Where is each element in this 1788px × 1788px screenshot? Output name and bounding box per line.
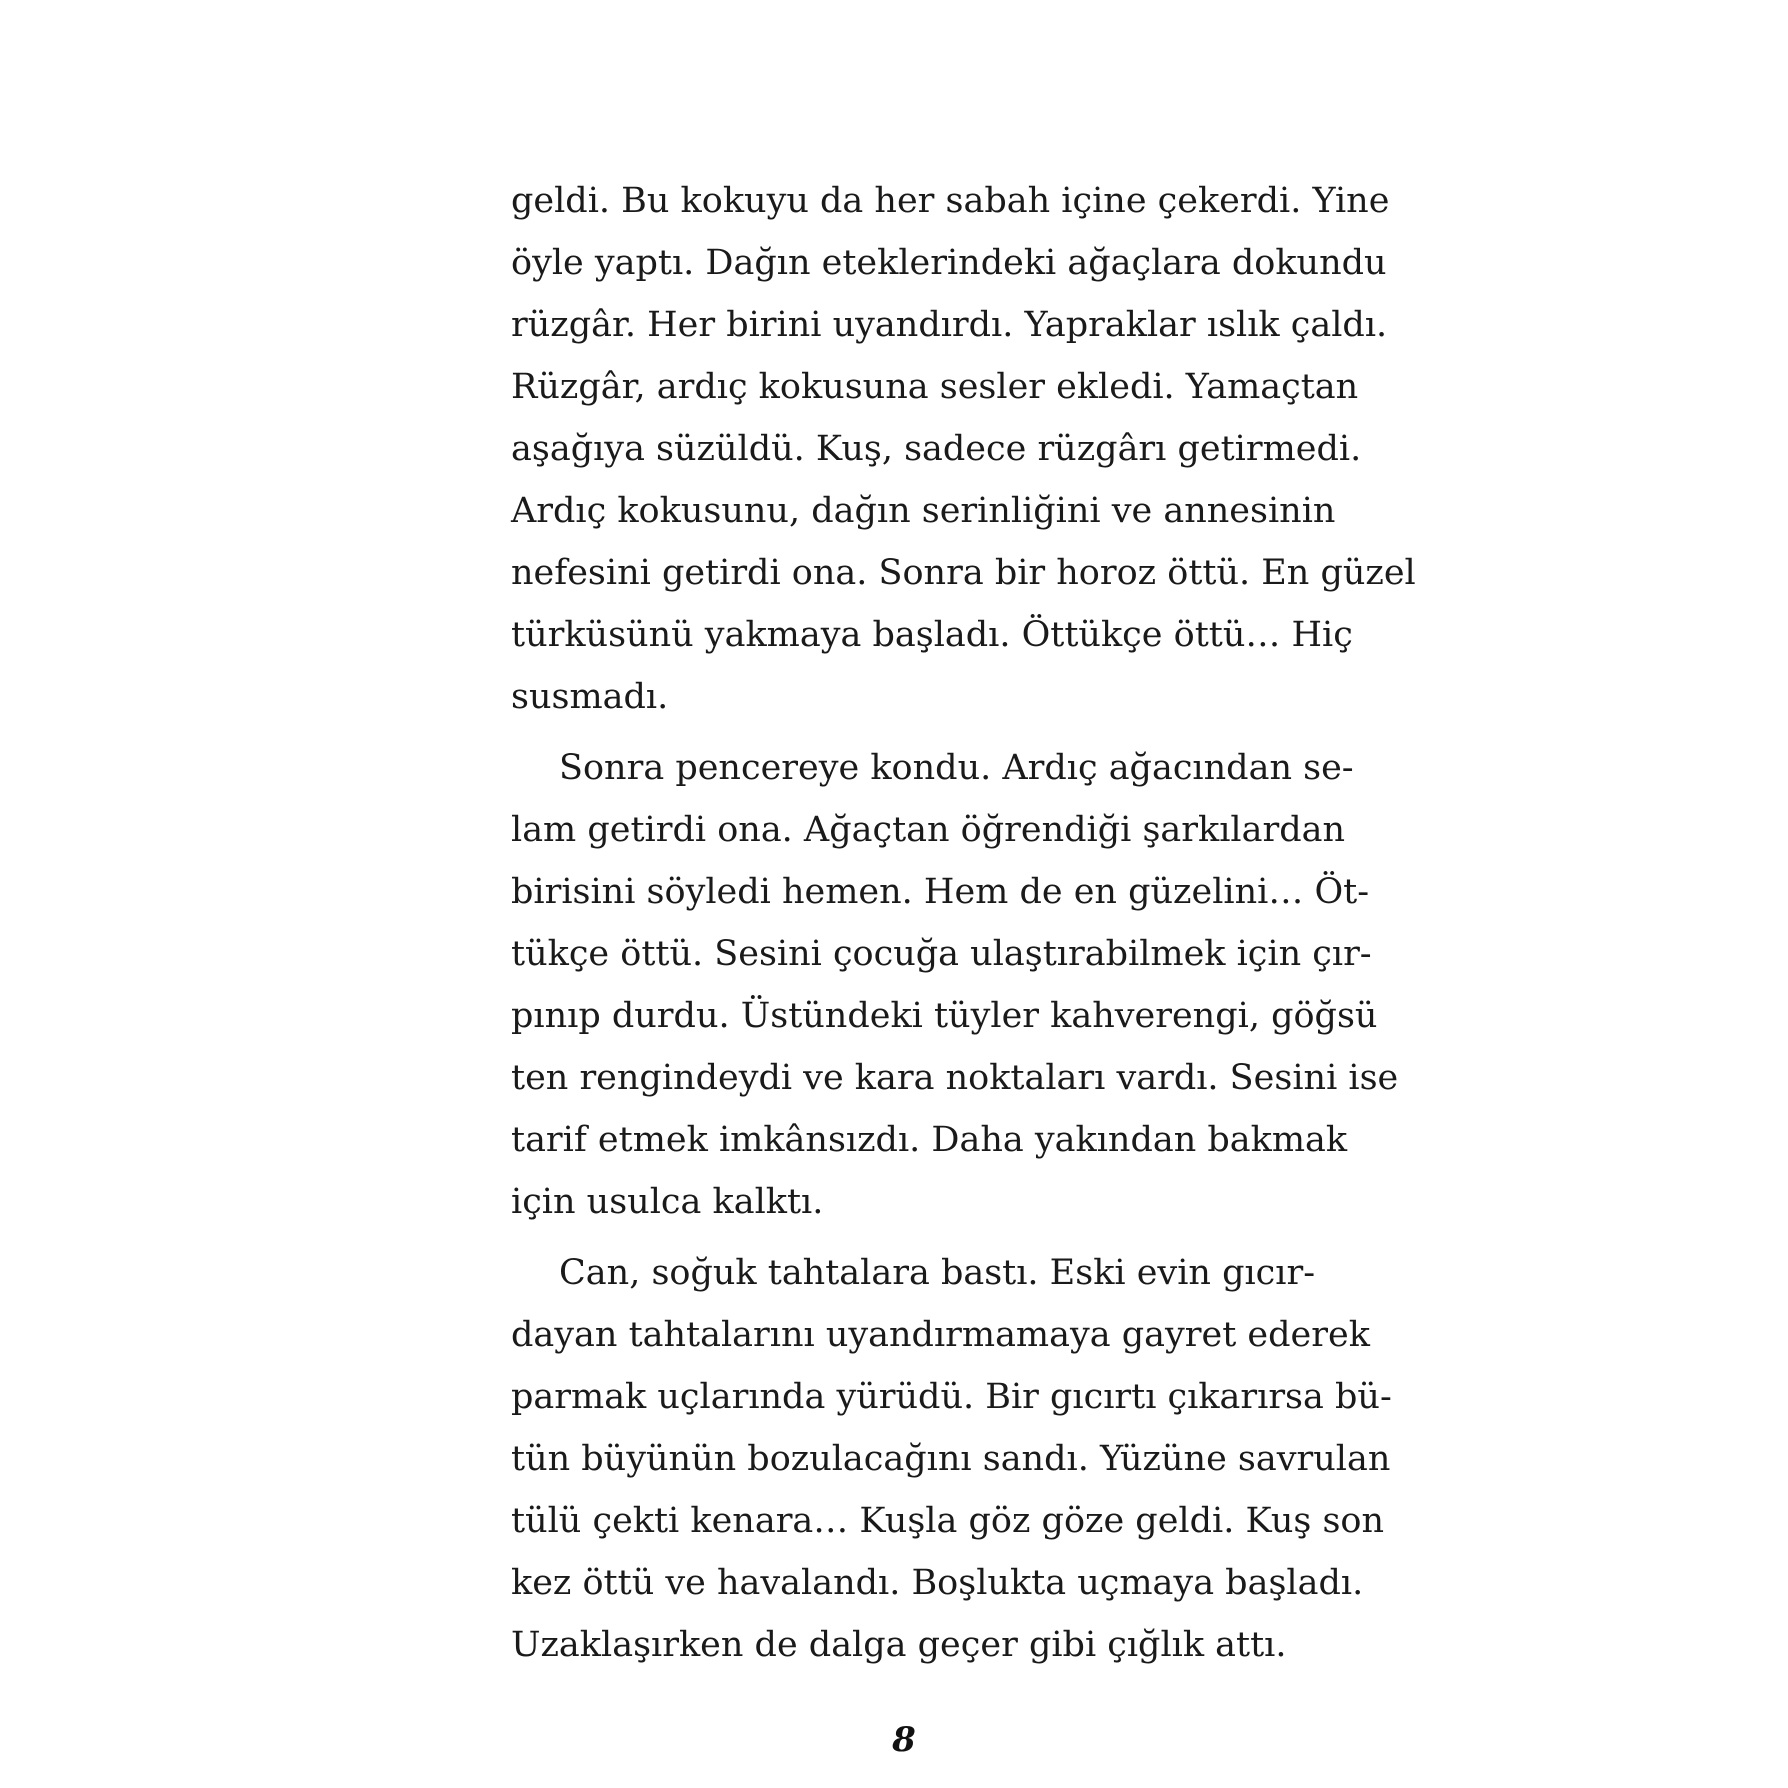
text-line: aşağıya süzüldü. Kuş, sadece rüzgârı getirmedi. (511, 429, 1362, 469)
text-line: tün büyünün bozulacağını sandı. Yüzüne savrulan (511, 1439, 1391, 1479)
text-line: Uzaklaşırken de dalga geçer gibi çığlık attı. (511, 1625, 1287, 1665)
text-line: susmadı. (511, 677, 669, 717)
text-line: parmak uçlarında yürüdü. Bir gıcırtı çıkarırsa bü- (511, 1377, 1392, 1417)
text-line: tülü çekti kenara… Kuşla göz göze geldi. Kuş son (511, 1501, 1385, 1541)
text-line: Sonra pencereye kondu. Ardıç ağacından se- (559, 748, 1354, 788)
text-line: tükçe öttü. Sesini çocuğa ulaştırabilmek için çır- (511, 934, 1372, 974)
text-line: birisini söyledi hemen. Hem de en güzelini… Öt- (511, 872, 1370, 912)
text-line: Ardıç kokusunu, dağın serinliğini ve annesinin (511, 491, 1336, 531)
text-line: tarif etmek imkânsızdı. Daha yakından bakmak (511, 1120, 1348, 1160)
body-text (511, 170, 1416, 1676)
text-line: rüzgâr. Her birini uyandırdı. Yapraklar ıslık çaldı. (511, 305, 1388, 345)
text-line: ten rengindeydi ve kara noktaları vardı. Sesini ise (511, 1058, 1399, 1098)
text-line: nefesini getirdi ona. Sonra bir horoz öttü. En güzel (511, 553, 1416, 593)
text-line: lam getirdi ona. Ağaçtan öğrendiği şarkılardan (511, 810, 1346, 850)
paragraph-gap (511, 728, 1299, 737)
page-number: 8 (892, 1720, 916, 1760)
text-line: Rüzgâr, ardıç kokusuna sesler ekledi. Yamaçtan (511, 367, 1359, 407)
text-line: türküsünü yakmaya başladı. Öttükçe öttü… Hiç (511, 615, 1353, 655)
paragraph-gap (511, 1233, 1299, 1242)
text-line: Can, soğuk tahtalara bastı. Eski evin gıcır- (559, 1253, 1316, 1293)
text-line: pınıp durdu. Üstündeki tüyler kahverengi, göğsü (511, 996, 1378, 1036)
text-line: kez öttü ve havalandı. Boşlukta uçmaya başladı. (511, 1563, 1364, 1603)
text-line: için usulca kalktı. (511, 1182, 824, 1222)
text-line: geldi. Bu kokuyu da her sabah içine çekerdi. Yine (511, 181, 1390, 221)
text-line: öyle yaptı. Dağın eteklerindeki ağaçlara dokundu (511, 243, 1387, 283)
text-line: dayan tahtalarını uyandırmamaya gayret ederek (511, 1315, 1370, 1355)
